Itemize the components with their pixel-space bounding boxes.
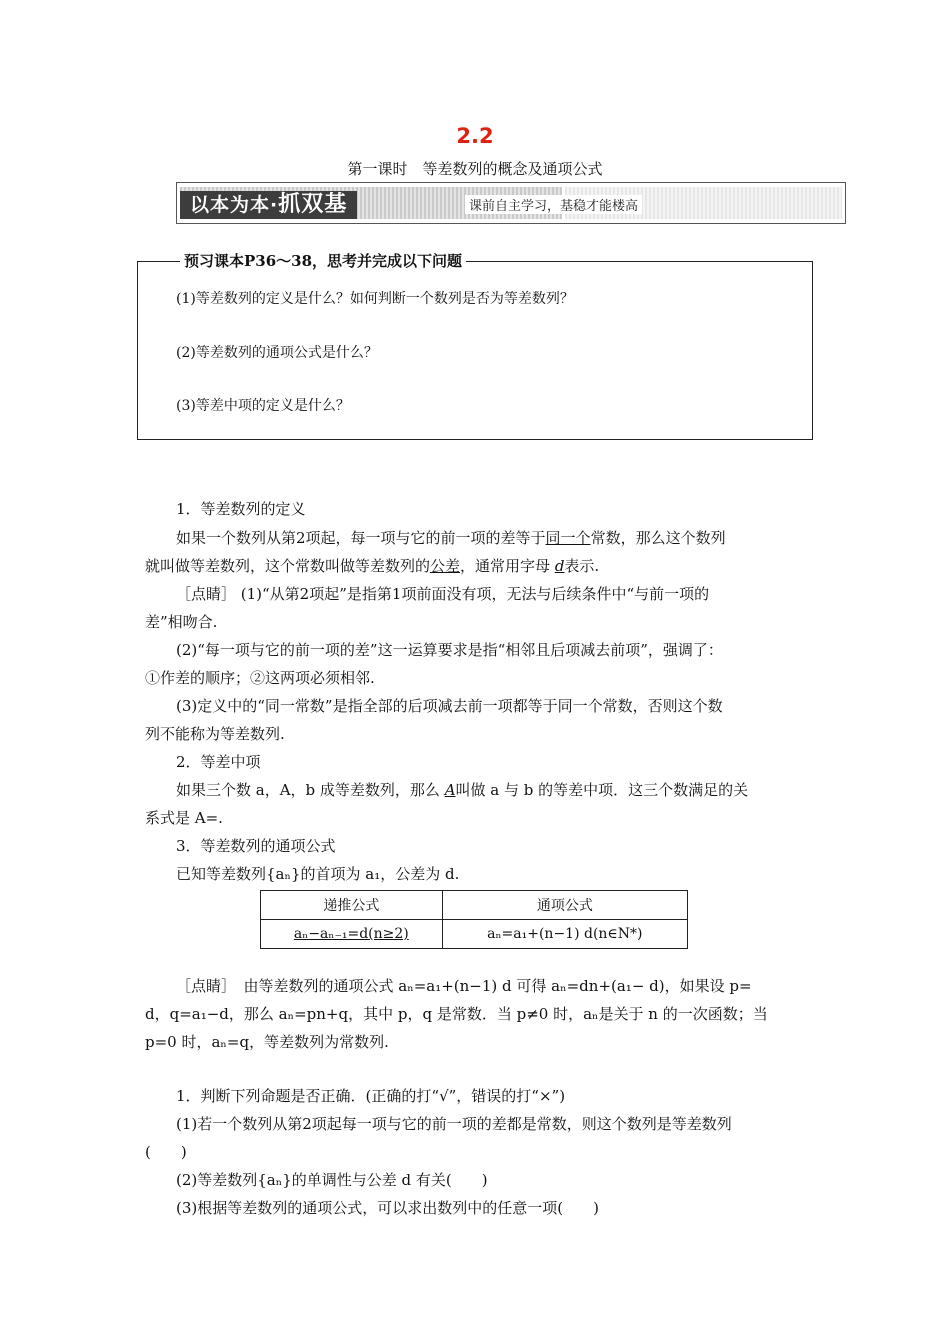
section-banner [176, 182, 846, 224]
lesson-title: 第一课时 等差数列的概念及通项公式 [347, 160, 603, 178]
note-3-line-2: 列不能称为等差数列. [145, 725, 285, 743]
note-3-line-1: (3)定义中的“同一常数”是指全部的后项减去前一项都等于同一个常数，否则这个数 [176, 697, 723, 715]
note-4-line-3: p=0 时，aₙ=q，等差数列为常数列. [145, 1033, 389, 1051]
note-1-line-2: 差”相吻合. [145, 613, 218, 631]
section-number: 2.2 [456, 124, 494, 148]
exercise-heading: 1．判断下列命题是否正确．(正确的打“√”，错误的打“×”) [176, 1087, 566, 1105]
heading-middle-term: 2．等差中项 [176, 753, 261, 771]
preview-question-3: (3)等差中项的定义是什么？ [176, 398, 350, 414]
note-2-line-2: ①作差的顺序；②这两项必须相邻. [145, 669, 375, 687]
exercise-2: (2)等差数列{aₙ}的单调性与公差 d 有关( ) [176, 1171, 488, 1189]
exercise-1-line-1: (1)若一个数列从第2项起每一项与它的前一项的差都是常数，则这个数列是等差数列 [176, 1115, 732, 1133]
definition-line-1: 如果一个数列从第2项起，每一项与它的前一项的差等于同一个常数，那么这个数列 [176, 529, 726, 547]
definition-line-2: 就叫做等差数列，这个常数叫做等差数列的公差，通常用字母 d表示. [145, 557, 600, 575]
heading-general-formula: 3．等差数列的通项公式 [176, 837, 336, 855]
banner-tagline: 课前自主学习，基稳才能楼高 [465, 195, 642, 214]
middle-term-line-1: 如果三个数 a，A，b 成等差数列，那么 A叫做 a 与 b 的等差中项．这三个数满足的关 [176, 781, 749, 799]
preview-question-1: (1)等差数列的定义是什么？如何判断一个数列是否为等差数列？ [176, 291, 574, 307]
table-header-general: 通项公式 [442, 891, 687, 920]
preview-question-2: (2)等差数列的通项公式是什么？ [176, 345, 378, 361]
banner-label: 以本为本·抓双基 [180, 191, 357, 219]
recursive-formula-cell: aₙ−aₙ₋₁=d(n≥2) [261, 920, 443, 949]
general-formula-cell: aₙ=a₁+(n−1) d(n∈N*) [442, 920, 687, 949]
table-header-recursive: 递推公式 [261, 891, 443, 920]
exercise-3: (3)根据等差数列的通项公式，可以求出数列中的任意一项( ) [176, 1199, 599, 1217]
exercise-1-line-2: ( ) [145, 1143, 187, 1161]
heading-definition: 1．等差数列的定义 [176, 500, 306, 518]
preview-heading: 预习课本P36～38，思考并完成以下问题 [180, 250, 466, 271]
general-formula-intro: 已知等差数列{aₙ}的首项为 a₁，公差为 d. [176, 865, 460, 883]
note-2-line-1: (2)“每一项与它的前一项的差”这一运算要求是指“相邻且后项减去前项”，强调了： [176, 641, 723, 659]
note-4-line-2: d，q=a₁−d，那么 aₙ=pn+q，其中 p，q 是常数．当 p≠0 时，aₙ是关于 n 的一次函数；当 [145, 1005, 768, 1023]
note-1-line-1: ［点睛］ (1)“从第2项起”是指第1项前面没有项，无法与后续条件中“与前一项的 [176, 585, 710, 603]
middle-term-line-2: 系式是 A=. [145, 809, 223, 827]
note-4-line-1: ［点睛］ 由等差数列的通项公式 aₙ=a₁+(n−1) d 可得 aₙ=dn+(a₁− d)，如果设 p= [176, 977, 752, 995]
formula-table [260, 890, 688, 949]
